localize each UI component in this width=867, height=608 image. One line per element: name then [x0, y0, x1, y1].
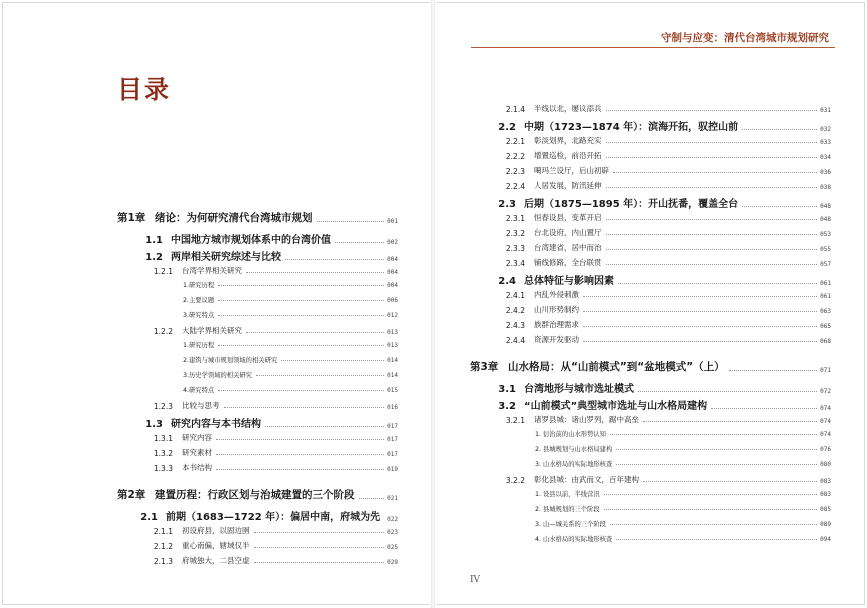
toc-text: 重心南偏，辖域仅半 — [182, 541, 250, 550]
toc-page-number: 063 — [820, 308, 831, 315]
toc-text: 彰淡划界，北路充实 — [534, 136, 602, 145]
toc-text: 后期（1875—1895 年）：开山抚番，覆盖全台 — [524, 199, 739, 210]
toc-number: 第1章 — [117, 212, 146, 224]
toc-number: 2.4.2 — [505, 306, 525, 315]
toc-text: 族群治理需求 — [534, 320, 579, 329]
toc-number: 2.2.1 — [505, 137, 525, 146]
toc-page-number: 004 — [387, 256, 398, 263]
toc-text: 3. 山—城关系的三个阶段 — [535, 521, 606, 528]
toc-page-number: 013 — [387, 329, 398, 336]
toc-number: 1.3.3 — [153, 464, 173, 473]
toc-text: 诸罗县城：诸山罗列，踞中高垒 — [534, 415, 639, 424]
toc-page-number: 006 — [387, 297, 398, 304]
toc-text: “山前模式”典型城市选址与山水格局建构 — [524, 401, 708, 412]
toc-text: 台湾学界相关研究 — [182, 266, 242, 275]
toc-text: 研究内容 — [182, 433, 212, 442]
toc-text: 2.主要议题 — [183, 297, 215, 304]
toc-number: 3.2.1 — [505, 416, 525, 425]
toc-text: 彰化县城：由武而文，百年建构 — [534, 475, 639, 484]
toc-page-number: 023 — [387, 529, 398, 536]
toc-text: 1. 衍治前的山水形势认知 — [535, 431, 606, 438]
toc-number: 2.4 — [498, 276, 516, 287]
toc-number: 1.3.2 — [153, 449, 173, 458]
toc-page-number: 014 — [387, 372, 398, 379]
toc-text: 绪论：为何研究清代台湾城市规划 — [155, 212, 313, 224]
toc-page-number: 019 — [387, 466, 398, 473]
toc-page-number: 017 — [387, 451, 398, 458]
toc-page-number: 074 — [820, 405, 831, 412]
toc-text: 1.研究历程 — [183, 282, 215, 289]
toc-number: 1.2.2 — [153, 327, 173, 336]
toc-number: 1.3 — [145, 419, 163, 430]
toc-text: 铺线修路，全台联贯 — [534, 258, 602, 267]
toc-number: 2.2.3 — [505, 167, 525, 176]
toc-text: 4.研究特点 — [183, 387, 215, 394]
toc-page-number: 074 — [820, 431, 831, 438]
toc-page-number: 094 — [820, 536, 831, 543]
toc-page-number: 001 — [387, 218, 398, 225]
toc-text: 3.历史学领域的相关研究 — [183, 372, 252, 379]
toc-text: 增置巡检，前沿开拓 — [534, 151, 602, 160]
toc-page-number: 048 — [820, 216, 831, 223]
toc-text: 3. 山水格局的实际地形核查 — [535, 461, 613, 468]
toc-text: 中国地方城市规划体系中的台湾价值 — [171, 235, 331, 246]
toc-page-number: 061 — [820, 280, 831, 287]
toc-text: 资源开发驱动 — [534, 335, 579, 344]
toc-page-number: 016 — [387, 404, 398, 411]
toc-number: 1.3.1 — [153, 434, 173, 443]
toc-number: 2.1.1 — [153, 527, 173, 536]
toc-page-number: 002 — [387, 239, 398, 246]
toc-text: 建置历程：行政区划与治城建置的三个阶段 — [155, 489, 355, 501]
toc-text: 1. 设县以前，半线营汛 — [535, 491, 600, 498]
toc-page-number: 017 — [387, 423, 398, 430]
page-folio: IV — [470, 575, 481, 585]
toc-text: 人居发展，防汛延伸 — [534, 181, 602, 190]
toc-page-number: 085 — [820, 506, 831, 513]
toc-text: 2. 县城规划与山水格局建构 — [535, 446, 613, 453]
toc-page-number: 076 — [820, 446, 831, 453]
toc-number: 2.3.4 — [505, 259, 525, 268]
toc-page-number: 038 — [820, 184, 831, 191]
toc-number: 第2章 — [117, 489, 146, 501]
toc-number: 2.3.3 — [505, 244, 525, 253]
toc-number: 2.4.3 — [505, 321, 525, 330]
toc-page-number: 014 — [387, 357, 398, 364]
toc-number: 2.1.4 — [505, 105, 525, 114]
toc-page-number: 071 — [820, 367, 831, 374]
toc-page-number: 036 — [820, 169, 831, 176]
toc-text: 初设府县，以固边圉 — [182, 526, 250, 535]
toc-text: 台湾地形与城市选址模式 — [524, 384, 634, 395]
toc-number: 2.4.4 — [505, 336, 525, 345]
toc-number: 1.1 — [145, 235, 163, 246]
toc-text: 1.研究历程 — [183, 342, 215, 349]
toc-text: 恒春设县，变革开启 — [534, 213, 602, 222]
toc-number: 2.3 — [498, 199, 516, 210]
toc-page-number: 015 — [387, 387, 398, 394]
toc-text: 研究素材 — [182, 448, 212, 457]
toc-number: 2.1 — [140, 512, 158, 523]
toc-page-number: 025 — [387, 544, 398, 551]
toc-number: 2.2.2 — [505, 152, 525, 161]
toc-page-number: 017 — [387, 436, 398, 443]
toc-text: 内乱外侵刺激 — [534, 290, 579, 299]
toc-number: 1.2 — [145, 252, 163, 263]
toc-number: 2.3.1 — [505, 214, 525, 223]
toc-page-number: 057 — [820, 261, 831, 268]
toc-text: 前期（1683—1722 年）：偏居中南，府城为先 — [166, 512, 381, 523]
toc-page-number: 004 — [387, 269, 398, 276]
toc-number: 2.4.1 — [505, 291, 525, 300]
toc-text: 4. 山水格局的实际地形核查 — [535, 536, 613, 543]
toc-text: 府城独大，二县空虚 — [182, 556, 250, 565]
toc-text: 大陆学界相关研究 — [182, 326, 242, 335]
toc-page-number: 029 — [387, 559, 398, 566]
toc-text: 总体特征与影响因素 — [524, 276, 614, 287]
toc-text: 山川形势制约 — [534, 305, 579, 314]
toc-page-number: 080 — [820, 461, 831, 468]
toc-page-number: 068 — [820, 338, 831, 345]
toc-text: 2. 县城规划的三个阶段 — [535, 506, 600, 513]
toc-text: 2.建筑与城市规划领域的相关研究 — [183, 357, 278, 364]
toc-page-number: 055 — [820, 246, 831, 253]
toc-page-number: 083 — [820, 478, 831, 485]
toc-page-number: 021 — [387, 495, 398, 502]
toc-page-number: 083 — [820, 491, 831, 498]
toc-number: 1.2.3 — [153, 402, 173, 411]
toc-text: 台湾建省，居中而治 — [534, 243, 602, 252]
toc-text: 本书结构 — [182, 463, 212, 472]
toc-text: 台北设府，内山置厅 — [534, 228, 602, 237]
left-page-border — [2, 2, 430, 605]
toc-text: 3.研究特点 — [183, 312, 215, 319]
toc-number: 第3章 — [470, 361, 499, 373]
toc-page-number: 065 — [820, 323, 831, 330]
toc-text: 山水格局：从“山前模式”到“盆地模式”（上） — [508, 361, 725, 373]
toc-page-number: 053 — [820, 231, 831, 238]
toc-text: 噶玛兰设厅，后山初辟 — [534, 166, 609, 175]
toc-number: 2.2.4 — [505, 182, 525, 191]
toc-text: 半线以北，屡议添兵 — [534, 104, 602, 113]
toc-page-number: 034 — [820, 154, 831, 161]
toc-number: 2.2 — [498, 122, 516, 133]
toc-page-number: 004 — [387, 282, 398, 289]
toc-text: 比较与思考 — [182, 401, 220, 410]
toc-page-number: 033 — [820, 139, 831, 146]
toc-page-number: 048 — [820, 203, 831, 210]
running-head: 守制与应变：清代台湾城市规划研究 — [661, 32, 829, 44]
toc-number: 3.1 — [498, 384, 516, 395]
toc-number: 2.3.2 — [505, 229, 525, 238]
toc-number: 1.2.1 — [153, 267, 173, 276]
toc-text: 两岸相关研究综述与比较 — [171, 252, 281, 263]
toc-title: 目录 — [117, 75, 172, 104]
toc-page-number: 022 — [387, 516, 398, 523]
toc-number: 2.1.2 — [153, 542, 173, 551]
toc-page-number: 074 — [820, 418, 831, 425]
toc-page-number: 012 — [387, 312, 398, 319]
toc-page-number: 061 — [820, 293, 831, 300]
toc-text: 研究内容与本书结构 — [171, 419, 261, 430]
right-page-border — [437, 2, 865, 605]
toc-page-number: 032 — [820, 126, 831, 133]
toc-number: 3.2.2 — [505, 476, 525, 485]
toc-page-number: 013 — [387, 342, 398, 349]
toc-number: 3.2 — [498, 401, 516, 412]
toc-number: 2.1.3 — [153, 557, 173, 566]
toc-page-number: 072 — [820, 388, 831, 395]
toc-text: 中期（1723—1874 年）：滨海开拓，驭控山前 — [524, 122, 739, 133]
toc-page-number: 031 — [820, 107, 831, 114]
toc-page-number: 089 — [820, 521, 831, 528]
